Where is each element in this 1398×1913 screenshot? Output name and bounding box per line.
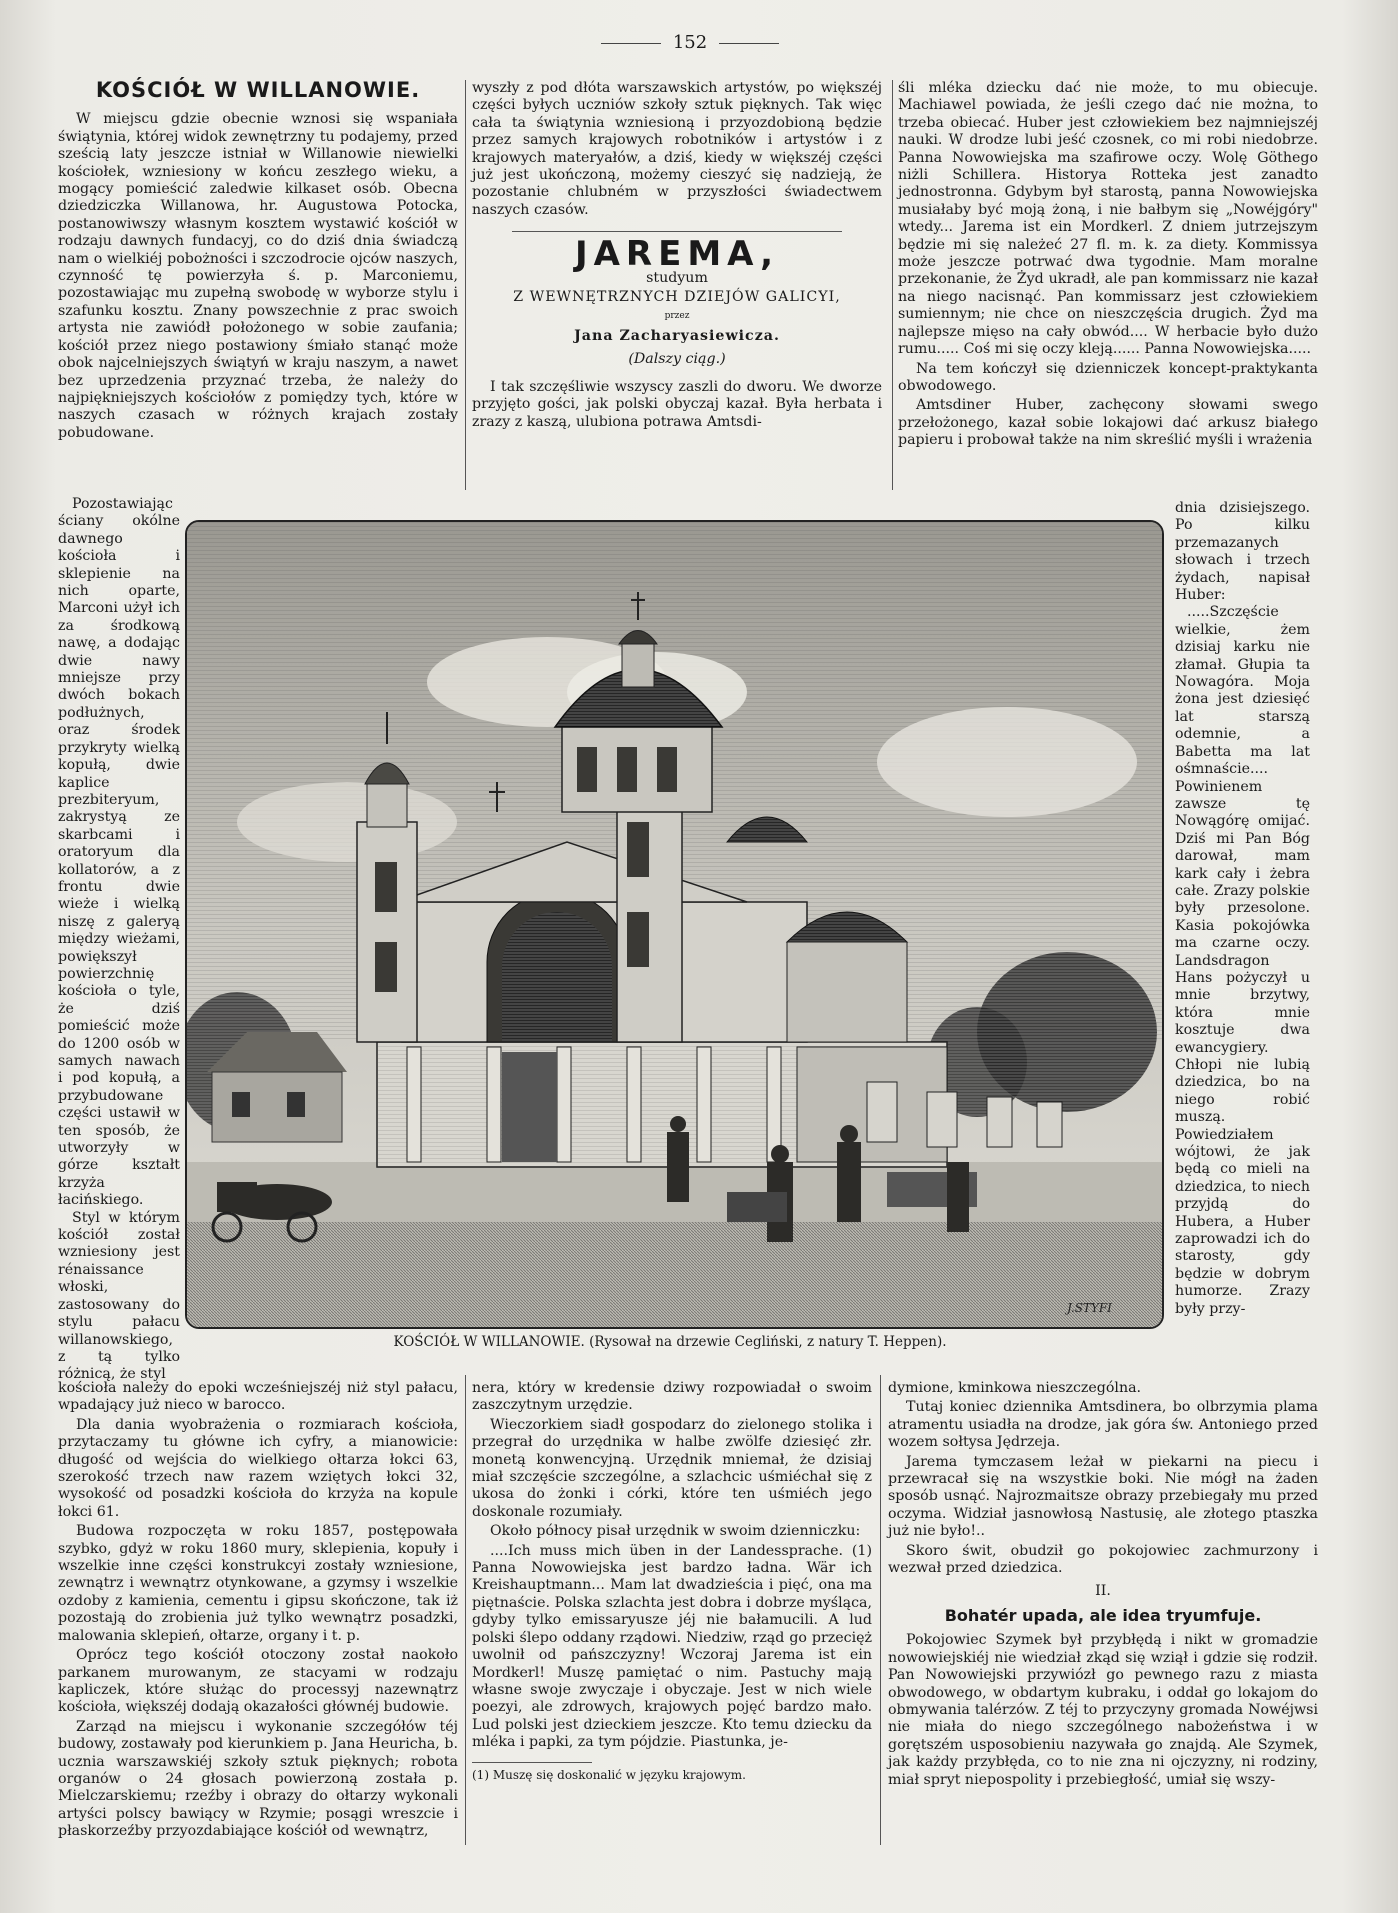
serial-subtitle: studyum <box>646 269 708 286</box>
middle-column-top <box>472 80 882 433</box>
serial-title: JAREMA, <box>574 234 780 275</box>
church-engraving <box>185 520 1164 1329</box>
paragraph: nera, który w kredensie dziwy rozpowiadał o swoim zaszczytnym urzędzie. <box>472 1380 872 1414</box>
by-line: przez <box>664 311 690 322</box>
paragraph: kościoła należy do epoki wcześniejszéj niż styl pałacu, wpadający już nieco w barocco. <box>58 1380 458 1414</box>
paragraph: Zarząd na miejscu i wykonanie szczegółów téj budowy, zostawały pod kierunkiem p. Jana Heuricha, b. ucznia warszawskiéj szkoły sztuk pięknych; robota organów o 24 głosach powierzoną została p. Mielczarskiemu; rzeźby i obrazy do ołtarzy wykonali artyści polscy bawiący w Rzymie; posągi wreszcie i płaskorzeźby przyozdabiające kościół od wewnątrz, <box>58 1718 458 1840</box>
paragraph: W miejscu gdzie obecnie wznosi się wspaniała świątynia, której widok zewnętrzny tu podajemy, przed sześcią laty jeszcze istniał w Willanowie niewielki kościołek, wzniesiony w końcu zeszłego wieku, a mogący pomieścić zaledwie kilkaset osób. Obecna dziedziczka Willanowa, hr. Augustowa Potocka, postanowiwszy własnym kosztem wystawić kościół w rodzaju dawnych fundacyj, co do dziś dnia świadczą nam o wielkiéj pobożności i szczodrocie ojców naszych, czynność tę powierzyła ś. p. Marconiemu, pozostawiając mu zupełną swobodę w wyborze stylu i szafunku kosztu. Znany powszechnie z prac swoich artysta nie zawiódł położonego w sobie zaufania; kościół przez niego postawiony śmiało stanąć może obok najcelniejszych świątyń w kraju naszym, a nawet bez uprzedzenia przyznać trzeba, że należy do najpiękniejszych kościołów z pomiędzy tych, które w naszych czasach w różnych krajach zostały pobudowane. <box>58 111 458 441</box>
right-wrap-column <box>1175 500 1310 1318</box>
column-rule <box>465 1375 466 1845</box>
paragraph: śli mléka dziecku dać nie może, to mu obiecuje. Machiawel powiada, że jeśli czego dać nie można, to trzeba obiecać. Huber jest człowiekiem bez najmniejszéj nauki. W drodze lubi jeść czosnek, co mi robi niedobrze. Panna Nowowiejska ma szafirowe oczy. Wolę Göthego niżli Schillera. Historya Rotteka jest zanadto jednostronna. Gdybym był starostą, panna Nowowiejska musiałaby być moją żoną, i nie bałbym się „Nowéjgóry" wtedy... Jarema ist ein Mordkerl. Z dniem jutrzejszym będzie mi się należeć 27 fl. m. k. za diety. Kommissya może jeszcze potrwać dwa tygodnie. Mam moralne przekonanie, że Żyd ukradł, ale pan kommissarz nie kazał na niego nacisnąć. Pan kommissarz jest człowiekiem sumiennym; nie chce on nieszczęścia drugich. Żyd ma najlepsze mięso na cały obwód.... W herbacie było dużo rumu..... Coś mi się oczy kleją...... Panna Nowowiejska..... <box>898 80 1318 358</box>
paragraph: Jarema tymczasem leżał w piekarni na piecu i przewracał się na wszystkie boki. Nie mógł na żaden sposób usnąć. Najrozmaitsze obrazy przebiegały mu przed oczyma. Widział jasnowłosą Nastusię, ale złotego ptaszka już nie było!.. <box>888 1453 1318 1540</box>
left-column-bottom <box>58 1380 458 1843</box>
section-number: II. <box>1095 1583 1111 1600</box>
paragraph: Pokojowiec Szymek był przybłędą i nikt w gromadzie nowowiejskiéj nie wiedział zkąd się wziął i gdzie się rodził. Pan Nowowiejski przywiózł go pewnego razu z miasta obwodowego, w obdartym kubraku, i oddał go lokajom do obmywania talérzów. Z téj to przyczyny gromada Nowéjwsi nie miała do niego szczególnego nabożeństwa i w gorętszém usposobieniu nazywała go znajdą. Ale Szymek, jak każdy przybłęda, co to nie zna ni ojczyzny, ni rodziny, miał spryt niepospolity i przebiegłość, umiał się wszy- <box>888 1632 1318 1788</box>
left-wrap-column <box>58 496 180 1384</box>
engraver-signature: J.STYFI <box>1067 1301 1112 1315</box>
paragraph: Tutaj koniec dziennika Amtsdinera, bo olbrzymia plama atramentu usiadła na drodze, jak góra św. Antoniego przed wozem sołtysa Jędrzeja. <box>888 1399 1318 1451</box>
paragraph: Dla dania wyobrażenia o rozmiarach kościoła, przytaczamy tu główne ich cyfry, a mianowicie: długość od wejścia do wielkiego ołtarza łokci 63, szerokość trzech naw razem wziętych łokci 32, wysokość od posadzki kościoła do krzyża na kopule łokci 61. <box>58 1416 458 1520</box>
paragraph: Styl w którym kościół został wzniesiony jest rénaissance włoski, zastosowany do stylu pałacu willanowskiego, z tą tylko różnicą, że styl <box>58 1209 180 1383</box>
right-column-top <box>898 80 1318 452</box>
article-title: KOŚCIÓŁ W WILLANOWIE. <box>95 78 421 102</box>
footnote-rule <box>472 1762 592 1763</box>
paragraph: Budowa rozpoczęta w roku 1857, postępowała szybko, gdyż w roku 1860 mury, sklepienia, kopuły i wszelkie inne części konstrukcyi zostały wzniesione, zewnątrz i wewnątrz otynkowane, a gzymsy i wszelkie ozdoby z kamienia, cementu i gipsu skończone, tak iż pozostają do zrobienia już tylko wewnątrz posadzki, malowania sklepień, ołtarze, organy i t. p. <box>58 1523 458 1644</box>
continued-note: (Dalszy ciąg.) <box>628 351 726 368</box>
page-number: 152 <box>560 32 820 53</box>
column-rule <box>892 80 893 490</box>
paragraph: I tak szczęśliwie wszyscy zaszli do dworu. We dworze przyjęto gości, jak polski obyczaj kazał. Była herbata i zrazy z kaszą, ulubiona potrawa Amtsdi- <box>472 378 882 430</box>
paragraph: ....Ich muss mich üben in der Landessprache. (1) Panna Nowowiejska jest bardzo ładna. Wär ich Kreishauptmann... Mam lat dwadzieścia i pięć, ona ma piętnaście. Polska szlachta jest dobra i dobrze myśląca, gdyby tylko emissaryusze jéj nie bałamucili. A lud polski ślepo oddany rządowi. Niedziw, rząd go przecięż uwolnił od pańszczyzny! Wczoraj Jarema ist ein Mordkerl! Muszę pamiętać o nim. Pastuchy mają własne swoje zwyczaje i obyczaje. Jest w nich wiele poezyi, ale zdrowych, krajowych pojęć bardzo mało. Lud polski jest dzieckiem jeszcze. Kto temu dziecku da mléka i papki, za tym pójdzie. Piastunka, je- <box>472 1542 872 1751</box>
section-title: Bohatér upada, ale idea tryumfuje. <box>944 1605 1262 1625</box>
author: Jana Zacharyasiewicza. <box>574 327 780 344</box>
middle-column-bottom <box>472 1380 872 1786</box>
paragraph: wyszły z pod dłóta warszawskich artystów, po większéj części byłych uczniów szkoły sztuk pięknych. Tak więc cała ta świątynia wzniesioną i przyozdobioną będzie przez samych krajowych robotników i artystów i z krajowych materyałów, a dziś, kiedy w większéj części już jest ukończoną, możemy cieszyć się nadzieją, że pozostanie chlubném w przyszłości świadectwem naszych czasów. <box>472 80 882 218</box>
paragraph: Skoro świt, obudził go pokojowiec zachmurzony i wezwał przed dziedzica. <box>888 1542 1318 1577</box>
paragraph: Pozostawiając ściany okólne dawnego kościoła i sklepienie na nich oparte, Marconi użył ich za środkową nawę, a dodając dwie nawy mniejsze przy dwóch bokach podłużnych, oraz środek przykryty wielką kopułą, dwie kaplice prezbiteryum, zakrystyą ze skarbcami i oratoryum dla kollatorów, a z frontu dwie wieże i wielką niszę z galeryą między wieżami, powiększył powierzchnię kościoła o tyle, że dziś pomieścić może do 1200 osób w samych nawach i pod kopułą, a przybudowane części ustawił w ten sposób, że utworzyły w górze kształt krzyża łacińskiego. <box>58 496 180 1209</box>
serial-subtitle-2: Z WEWNĘTRZNYCH DZIEJÓW GALICYI, <box>513 289 841 306</box>
paragraph: Oprócz tego kościół otoczony został naokoło parkanem murowanym, ze stacyami w rodzaju kapliczek, które służąc do processyj nazewnątrz kościoła, większéj dodają okazałości głównéj budowie. <box>58 1647 458 1716</box>
paragraph: .....Szczęście wielkie, żem dzisiaj karku nie złamał. Głupia ta Nowagóra. Moja żona jest dziesięć lat starszą odemnie, a Babetta ma lat ośmnaście.... Powinienem zawsze tę Nowągórę omijać. Dziś mi Pan Bóg darował, mam kark cały i żebra całe. Zrazy polskie były przesolone. Kasia pokojówka ma czarne oczy. Landsdragon Hans pożyczył u mnie brzytwy, która mnie kosztuje dwa ewancygiery. Chłopi nie lubią dziedzica, bo na niego robić muszą. Powiedziałem wójtowi, że jak będą co mieli na dziedzica, to niech przyjdą do Hubera, a Huber zaprowadzi ich do starosty, gdy będzie w dobrym humorze. Zrazy były przy- <box>1175 604 1310 1317</box>
paragraph: Amtsdiner Huber, zachęcony słowami swego przełożonego, kazał sobie lokajowi dać arkusz białego papieru i probował także na nim skreślić myśli i wrażenia <box>898 397 1318 449</box>
section-rule <box>512 231 842 232</box>
left-column-top <box>58 78 458 444</box>
column-rule <box>880 1375 881 1845</box>
paragraph: Na tem kończył się dzienniczek koncept-praktykanta obwodowego. <box>898 360 1318 394</box>
paragraph: dymione, kminkowa nieszczególna. <box>888 1380 1142 1396</box>
paragraph: dnia dzisiejszego. Po kilku przemazanych słowach i trzech żydach, napisał Huber: <box>1175 500 1310 604</box>
right-column-bottom <box>888 1380 1318 1791</box>
illustration-caption: KOŚCIÓŁ W WILLANOWIE. (Rysował na drzewie Cegliński, z natury T. Heppen). <box>393 1334 947 1350</box>
column-rule <box>465 80 466 490</box>
paragraph: Wieczorkiem siadł gospodarz do zielonego stolika i przegrał do urzędnika w halbe zwölfe dziesięć złr. monetą konwencyjną. Urzędnik mniemał, że dzisiaj miał szczęście szczególne, a szlachcic uśmiéchał się z ukosa do żonki i córki, które ten uśmiéch jego doskonale rozumiały. <box>472 1416 872 1520</box>
footnote: (1) Muszę się doskonalić w języku krajowym. <box>472 1767 746 1782</box>
paragraph: Około północy pisał urzędnik w swoim dzienniczku: <box>490 1523 861 1540</box>
